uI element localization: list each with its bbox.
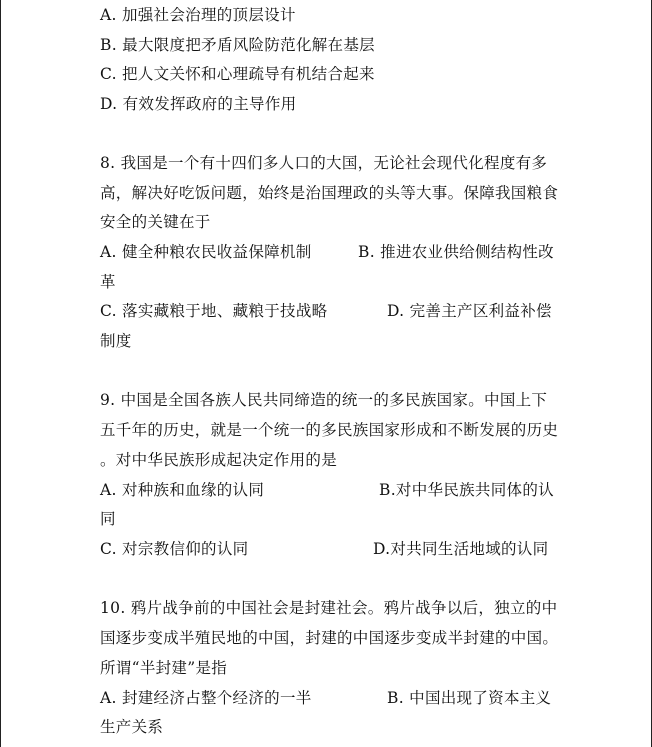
q7-option-c: C. 把人文关怀和心理疏导有机结合起来: [100, 65, 375, 83]
q9-stem-line-1: 9. 中国是全国各族人民共同缔造的统一的多民族国家。中国上下: [100, 391, 548, 409]
q9-stem-line-2: 五千年的历史，就是一个统一的多民族国家形成和不断发展的历史: [100, 421, 559, 439]
q10-stem-line-1: 10. 鸦片战争前的中国社会是封建社会。鸦片战争以后，独立的中: [100, 599, 558, 617]
q8-option-d: D. 完善主产区利益补偿: [387, 302, 552, 320]
q9-option-a: A. 对种族和血缘的认同: [100, 481, 265, 499]
q8-option-b-continued: 革: [100, 273, 116, 291]
q8-option-a: A. 健全种粮农民收益保障机制: [100, 243, 312, 261]
q8-stem-line-3: 安全的关键在于: [100, 213, 211, 231]
q7-option-d: D. 有效发挥政府的主导作用: [100, 95, 297, 113]
q8-stem-line-2: 高，解决好吃饭问题，始终是治国理政的头等大事。保障我国粮食: [100, 184, 559, 202]
q8-option-b: B. 推进农业供给侧结构性改: [358, 243, 554, 261]
q9-option-b-continued: 同: [100, 510, 116, 528]
q10-option-a: A. 封建经济占整个经济的一半: [100, 689, 312, 707]
q9-option-d: D.对共同生活地域的认同: [373, 540, 549, 558]
q9-option-c: C. 对宗教信仰的认同: [100, 540, 249, 558]
q8-stem-line-1: 8. 我国是一个有十四们多人口的大国，无论社会现代化程度有多: [100, 154, 548, 172]
q9-option-b: B.对中华民族共同体的认: [379, 481, 554, 499]
q8-option-c: C. 落实藏粮于地、藏粮于技战略: [100, 302, 328, 320]
q10-option-b-continued: 生产关系: [100, 718, 164, 736]
q10-stem-line-3: 所谓“半封建”是指: [100, 659, 228, 677]
q7-option-b: B. 最大限度把矛盾风险防范化解在基层: [100, 36, 375, 54]
q10-option-b: B. 中国出现了资本主义: [387, 689, 552, 707]
q10-stem-line-2: 国逐步变成半殖民地的中国，封建的中国逐步变成半封建的中国。: [100, 629, 559, 647]
q8-option-d-continued: 制度: [100, 332, 132, 350]
q7-option-a: A. 加强社会治理的顶层设计: [100, 6, 296, 24]
q9-stem-line-3: 。对中华民族形成起决定作用的是: [100, 451, 338, 469]
